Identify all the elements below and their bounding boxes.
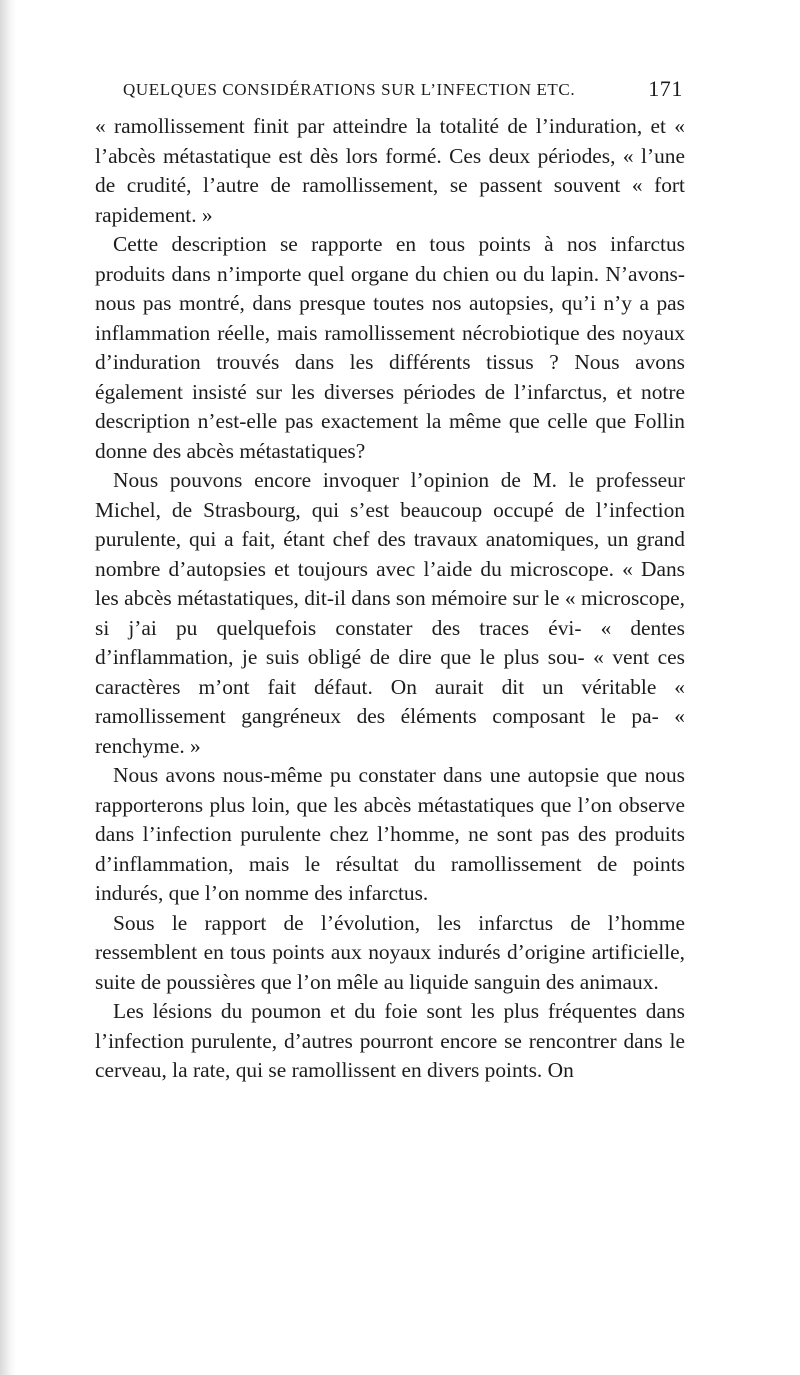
book-page [95, 78, 685, 1086]
running-header [95, 78, 685, 108]
page-number: 171 [648, 76, 683, 101]
paragraph-quote-continuation: « ramollissement finit par atteindre la totalité de l’induration, et « l’abcès métastatique est dès lors formé. Ces deux périodes, « l’une de crudité, l’autre de ramollissement, se passent souvent « fort rapidement. » [95, 114, 685, 227]
paragraph-lesions: Les lésions du poumon et du foie sont les plus fréquentes dans l’infection purulente, d’autres pourront encore se rencontrer dans le cerveau, la rate, qui se ramollissent en divers points. On [95, 999, 685, 1082]
body-text [95, 112, 685, 1086]
paragraph-michel-opinion: Nous pouvons encore invoquer l’opinion de M. le professeur Michel, de Strasbourg, qui s’est beaucoup occupé de l’infection purulente, qui a fait, étant chef des travaux anatomiques, un grand nombre d’autopsies et toujours avec l’aide du microscope. « Dans les abcès métastatiques, dit-il dans son mémoire sur le « microscope, si j’ai pu quelquefois constater des traces évi- « dentes d’inflammation, je suis obligé de dire que le plus sou- « vent ces caractères m’ont fait défaut. On aurait dit un véritable « ramollissement gangréneux des éléments composant le pa- « renchyme. » [95, 468, 685, 758]
running-title: QUELQUES CONSIDÉRATIONS SUR L’INFECTION ETC. [123, 80, 576, 99]
paragraph-infarctus-description: Cette description se rapporte en tous points à nos infarctus produits dans n’importe quel organe du chien ou du lapin. N’avons-nous pas montré, dans presque toutes nos autopsies, qu’i n’y a pas inflammation réelle, mais ramollissement nécrobiotique des noyaux d’induration trouvés dans les différents tissus ? Nous avons également insisté sur les diverses périodes de l’infarctus, et notre description n’est-elle pas exactement la même que celle que Follin donne des abcès métastatiques? [95, 232, 685, 463]
paragraph-autopsy-observation: Nous avons nous-même pu constater dans une autopsie que nous rapporterons plus loin, que les abcès métastatiques que l’on observe dans l’infection purulente chez l’homme, ne sont pas des produits d’inflammation, mais le résultat du ramollissement de points indurés, que l’on nomme des infarctus. [95, 763, 685, 905]
page-binding-edge [0, 0, 16, 1375]
paragraph-evolution: Sous le rapport de l’évolution, les infarctus de l’homme ressemblent en tous points aux noyaux indurés d’origine artificielle, suite de poussières que l’on mêle au liquide sanguin des animaux. [95, 910, 685, 994]
